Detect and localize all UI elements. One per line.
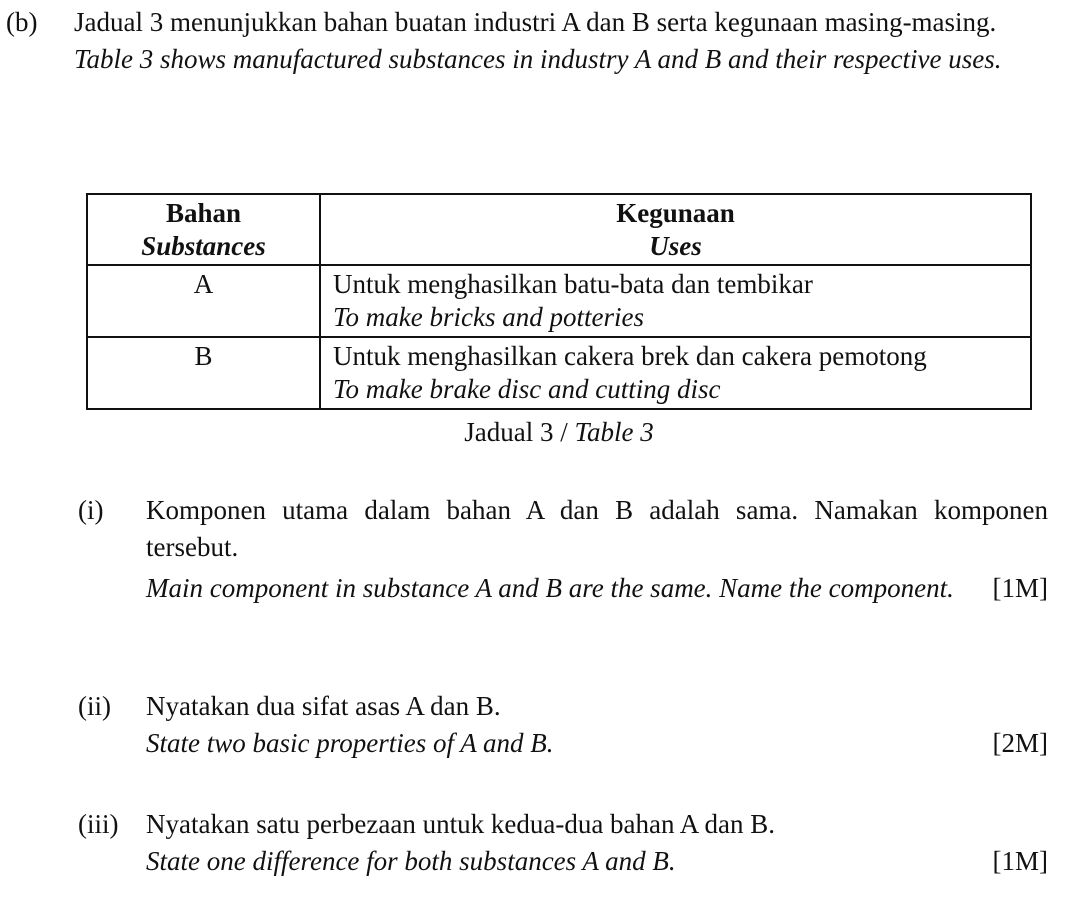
substance-cell: B [87,337,320,409]
question-english [146,725,1048,762]
caption-en: Table 3 [574,417,654,447]
caption-ms: Jadual 3 / [464,417,575,447]
question-number: (i) [78,495,104,525]
question-number: (iii) [78,809,119,839]
question-number: (ii) [78,691,111,721]
question-malay: Nyatakan dua sifat asas A dan B. [146,691,501,721]
table-caption [86,414,1032,451]
header-uses [320,194,1031,265]
part-label: (b) [6,7,38,37]
substance-cell: A [87,265,320,337]
question-english-text: State one difference for both substances A and B. [146,846,676,876]
part-stem [74,4,1054,78]
header-uses-ms: Kegunaan [616,198,735,228]
table-row [87,337,1031,409]
use-ms: Untuk menghasilkan batu-bata dan tembikar [333,269,813,299]
stem-english: Table 3 shows manufactured substances in industry A and B and their respective uses. [74,44,1002,74]
table-header-row [87,194,1031,265]
question-english: Main component in substance A and B are the same. Name the component. [146,573,954,603]
marks-label: [1M] [992,846,1048,876]
question-malay: Komponen utama dalam bahan A dan B adalah sama. Namakan komponen tersebut. [146,495,1048,562]
use-en: To make brake disc and cutting disc [333,374,721,404]
question-body [146,688,1048,762]
use-en: To make bricks and potteries [333,302,644,332]
header-uses-en: Uses [649,231,702,261]
marks-label: [2M] [992,728,1048,758]
question-body [146,492,1048,607]
marks-label: [1M] [992,573,1048,603]
use-cell [320,265,1031,337]
question-english [146,843,1048,880]
header-substances-ms: Bahan [165,198,242,228]
question-malay: Nyatakan satu perbezaan untuk kedua-dua bahan A dan B. [146,809,776,839]
use-cell [320,337,1031,409]
question-english-text: State two basic properties of A and B. [146,728,554,758]
use-ms: Untuk menghasilkan cakera brek dan cakera pemotong [333,341,927,371]
stem-malay: Jadual 3 menunjukkan bahan buatan industri A dan B serta kegunaan masing-masing. [74,7,997,37]
header-substances [87,194,320,265]
question-body [146,806,1048,880]
header-substances-en: Substances [141,231,266,261]
table-row [87,265,1031,337]
table-3 [86,193,1032,410]
